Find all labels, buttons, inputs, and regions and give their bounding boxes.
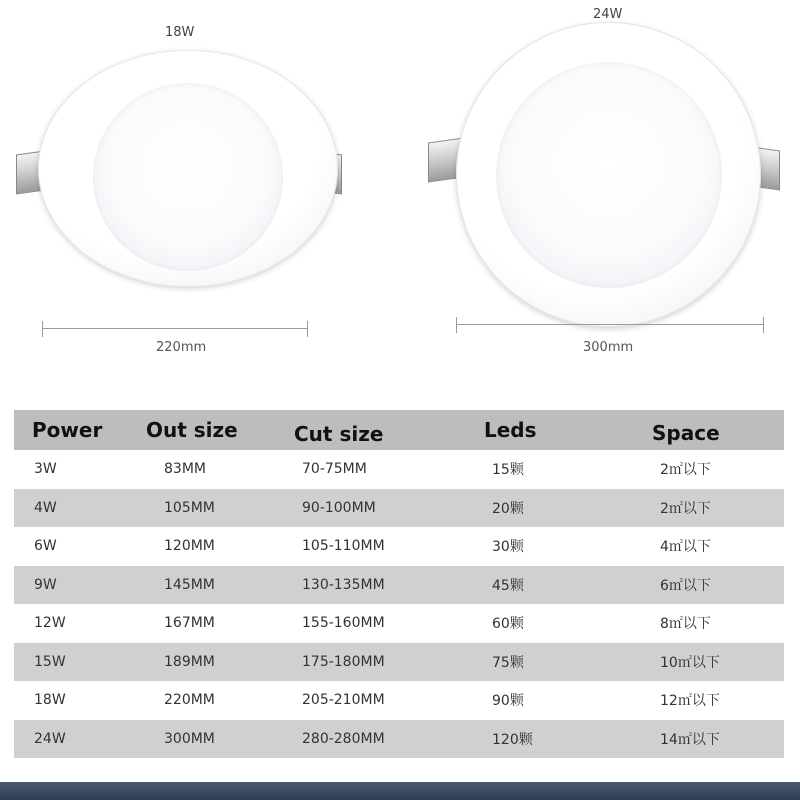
- cell-space: 4㎡以下: [660, 539, 711, 556]
- spec-table: [14, 410, 784, 758]
- cell-space: 12㎡以下: [660, 693, 720, 710]
- cell-cut-size: 130-135MM: [302, 576, 385, 593]
- light-24w-label: 24W: [593, 7, 623, 22]
- cell-power: 3W: [34, 461, 57, 478]
- cell-out-size: 83MM: [164, 461, 206, 478]
- cell-leds: 30颗: [492, 539, 524, 556]
- cell-power: 4W: [34, 499, 57, 516]
- cell-power: 9W: [34, 576, 57, 593]
- cell-cut-size: 205-210MM: [302, 692, 385, 709]
- table-row: [14, 489, 784, 528]
- cell-space: 8㎡以下: [660, 616, 711, 633]
- table-row: [14, 604, 784, 643]
- cell-power: 6W: [34, 538, 57, 555]
- cell-out-size: 189MM: [164, 653, 215, 670]
- bottom-decor-band: [0, 782, 800, 800]
- cell-space: 2㎡以下: [660, 462, 711, 479]
- cell-out-size: 105MM: [164, 499, 215, 516]
- cell-power: 18W: [34, 692, 66, 709]
- dimension-line-24w: [456, 324, 764, 325]
- cell-leds: 45颗: [492, 577, 524, 594]
- cell-power: 12W: [34, 615, 66, 632]
- cell-power: 24W: [34, 730, 66, 747]
- cell-leds: 60颗: [492, 616, 524, 633]
- cell-leds: 75颗: [492, 654, 524, 671]
- spec-table-header: [14, 410, 784, 450]
- cell-leds: 90颗: [492, 693, 524, 710]
- header-leds: Leds: [484, 418, 537, 442]
- product-photo-area: [0, 0, 800, 392]
- cell-space: 6㎡以下: [660, 577, 711, 594]
- table-row: [14, 681, 784, 720]
- table-row: [14, 527, 784, 566]
- cell-out-size: 300MM: [164, 730, 215, 747]
- light-18w-panel: [93, 83, 283, 271]
- light-18w-dimension: 220mm: [156, 340, 207, 355]
- cell-space: 10㎡以下: [660, 654, 720, 671]
- cell-cut-size: 175-180MM: [302, 653, 385, 670]
- cell-out-size: 167MM: [164, 615, 215, 632]
- cell-space: 14㎡以下: [660, 731, 720, 748]
- header-power: Power: [32, 418, 103, 442]
- cell-leds: 15颗: [492, 462, 524, 479]
- header-space: Space: [652, 421, 720, 445]
- cell-cut-size: 155-160MM: [302, 615, 385, 632]
- header-cut-size: Cut size: [294, 422, 384, 446]
- table-row: [14, 450, 784, 489]
- cell-cut-size: 280-280MM: [302, 730, 385, 747]
- cell-out-size: 145MM: [164, 576, 215, 593]
- cell-leds: 120颗: [492, 731, 533, 748]
- cell-power: 15W: [34, 653, 66, 670]
- cell-cut-size: 90-100MM: [302, 499, 376, 516]
- table-row: [14, 566, 784, 605]
- cell-cut-size: 105-110MM: [302, 538, 385, 555]
- cell-out-size: 220MM: [164, 692, 215, 709]
- table-row: [14, 643, 784, 682]
- light-18w-label: 18W: [165, 25, 195, 40]
- cell-leds: 20颗: [492, 500, 524, 517]
- light-24w-dimension: 300mm: [583, 340, 634, 355]
- dimension-line-18w: [42, 328, 308, 329]
- light-24w-panel: [496, 62, 722, 288]
- cell-space: 2㎡以下: [660, 500, 711, 517]
- spec-table-body: [14, 450, 784, 758]
- table-row: [14, 720, 784, 759]
- cell-cut-size: 70-75MM: [302, 461, 367, 478]
- header-out-size: Out size: [146, 418, 238, 442]
- cell-out-size: 120MM: [164, 538, 215, 555]
